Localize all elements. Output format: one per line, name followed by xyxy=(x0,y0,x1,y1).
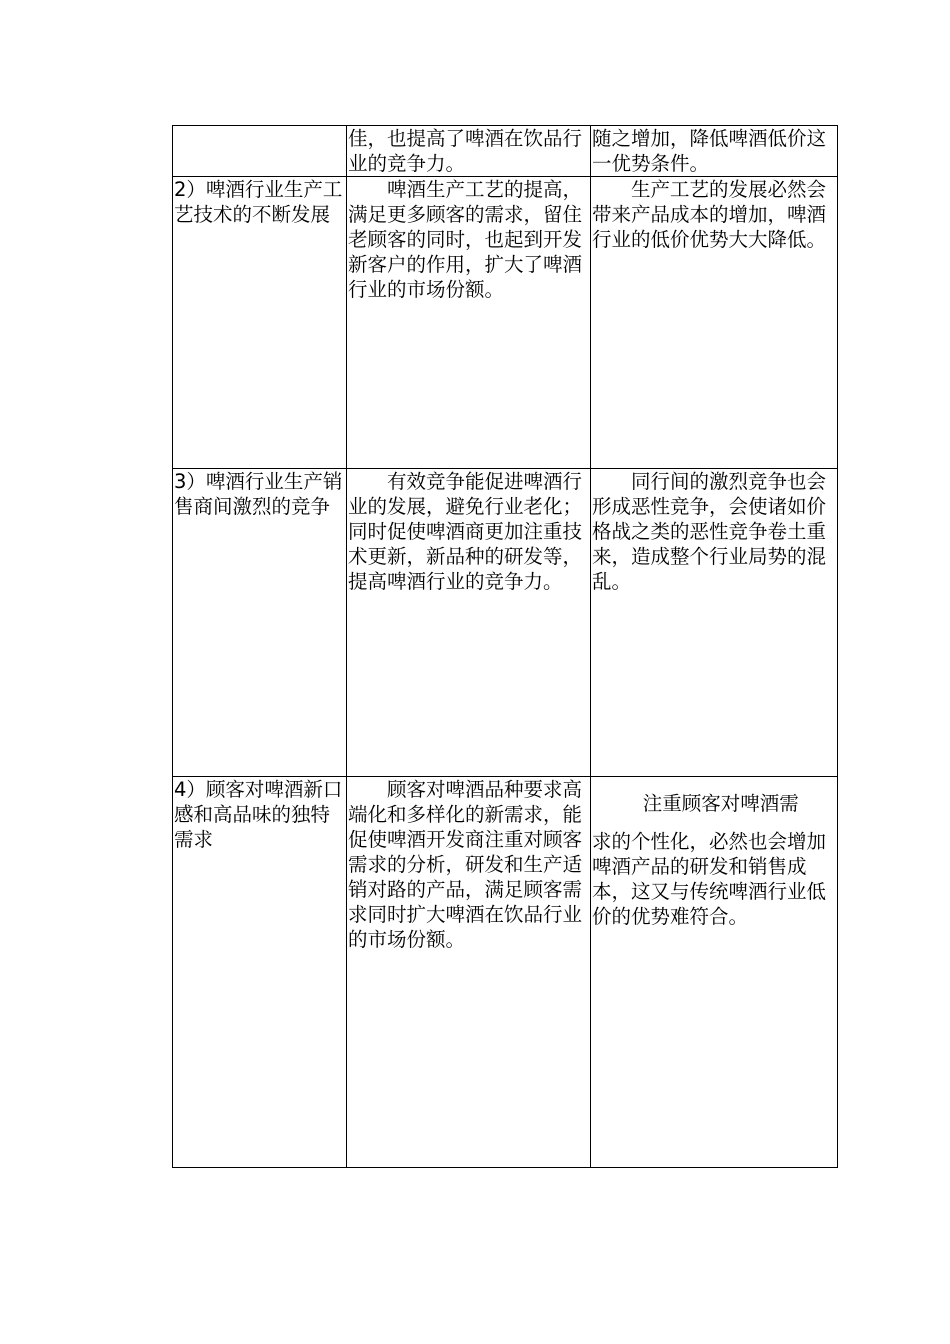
factor-cell xyxy=(173,777,347,1168)
positive-cell xyxy=(347,469,591,777)
negative-text: 随之增加，降低啤酒低价这一优势条件。 xyxy=(592,127,827,175)
positive-cell xyxy=(347,777,591,1168)
positive-text: 顾客对啤酒品种要求高端化和多样化的新需求，能促使啤酒开发商注重对顾客需求的分析，研发和生产适销对路的产品，满足顾客需求同时扩大啤酒在饮品行业的市场份额。 xyxy=(348,778,583,951)
negative-text-block xyxy=(592,777,836,929)
table-row xyxy=(173,177,838,469)
negative-text-first: 注重顾客对啤酒需 xyxy=(642,792,799,815)
factor-cell xyxy=(173,177,347,469)
factor-cell xyxy=(173,126,347,177)
table-row xyxy=(173,126,838,177)
factor-text: 4）顾客对啤酒新口感和高品味的独特需求 xyxy=(174,778,343,851)
table-row xyxy=(173,777,838,1168)
negative-text: 同行间的激烈竞争也会形成恶性竞争，会使诸如价格战之类的恶性竞争卷土重来，造成整个行业局势的混乱。 xyxy=(592,470,827,593)
negative-text-rest: 求的个性化，必然也会增加啤酒产品的研发和销售成本，这又与传统啤酒行业低价的优势难符合。 xyxy=(592,830,827,928)
negative-cell xyxy=(591,469,838,777)
positive-cell xyxy=(347,177,591,469)
negative-cell xyxy=(591,777,838,1168)
positive-text: 啤酒生产工艺的提高，满足更多顾客的需求，留住老顾客的同时，也起到开发新客户的作用，扩大了啤酒行业的市场份额。 xyxy=(348,178,583,301)
negative-text: 生产工艺的发展必然会带来产品成本的增加，啤酒行业的低价优势大大降低。 xyxy=(592,178,827,251)
factor-text: 2）啤酒行业生产工艺技术的不断发展 xyxy=(174,178,343,226)
negative-cell xyxy=(591,126,838,177)
table-row xyxy=(173,469,838,777)
negative-cell xyxy=(591,177,838,469)
analysis-table xyxy=(172,125,838,1168)
positive-text: 有效竞争能促进啤酒行业的发展，避免行业老化；同时促使啤酒商更加注重技术更新，新品种的研发等，提高啤酒行业的竞争力。 xyxy=(348,470,583,593)
positive-text: 佳，也提高了啤酒在饮品行业的竞争力。 xyxy=(348,127,583,175)
positive-cell xyxy=(347,126,591,177)
factor-text: 3）啤酒行业生产销售商间激烈的竞争 xyxy=(174,470,343,518)
factor-cell xyxy=(173,469,347,777)
